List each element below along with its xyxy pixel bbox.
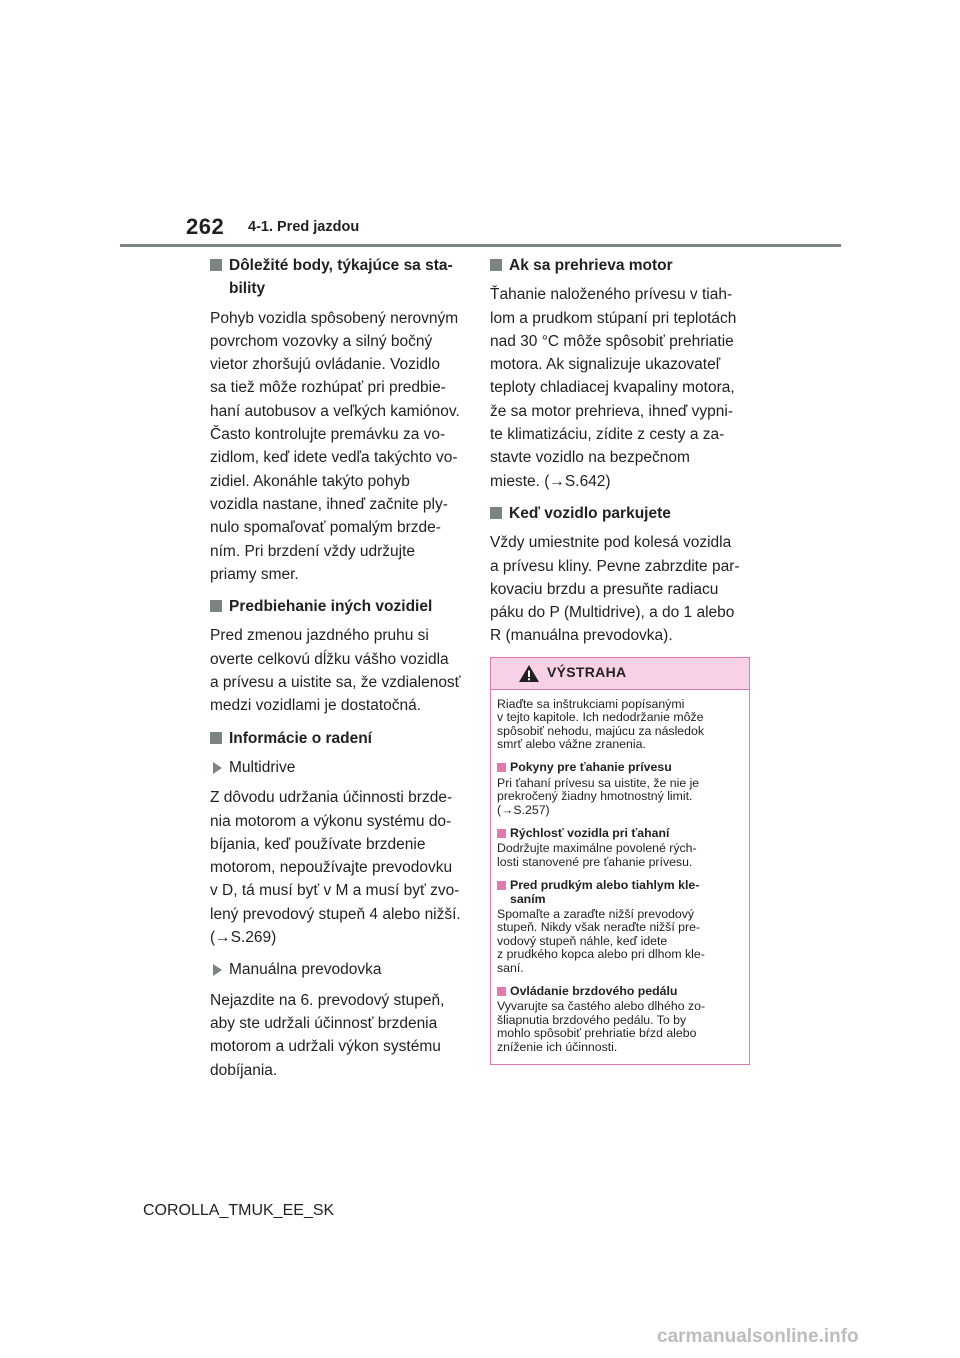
square-bullet-icon [210, 600, 222, 612]
pink-square-icon [497, 987, 506, 996]
overtaking-heading-label: Predbiehanie iných vozidiel [229, 598, 433, 616]
shifting-heading [210, 727, 468, 750]
multidrive-label: Multidrive [229, 758, 296, 776]
overtaking-text: Pred zmenou jazdného pruhu si overte celkovú dĺžku vášho vozidla a prívesu a uistite sa, že vzdialenosť medzi vozidlami je dostatočná. [210, 627, 461, 715]
square-bullet-icon [210, 259, 222, 271]
warning-box [490, 657, 750, 1065]
overheat-heading [490, 254, 755, 277]
shifting-heading-label: Informácie o radení [229, 729, 372, 747]
watermark: carmanualsonline.info [657, 1326, 859, 1347]
warning-triangle-icon [518, 664, 540, 683]
stability-text: Pohyb vozidla spôsobený nerovným povrchom vozovky a silný bočný vietor zhoršujú ovládanie. Vozidlo sa tiež môže rozhúpať pri predbie- haní autobusov a veľkých kamiónov. Často kontrolujte premávku za vo- zidlom, keď idete vedľa takýchto vo- zidiel. Akonáhle takýto pohyb vozidla nastane, ihneď začnite ply- nulo spomaľovať pomalým brzde- ním. Pri brzdení vždy udržujte priamy smer. [210, 309, 460, 583]
square-bullet-icon [490, 507, 502, 519]
square-bullet-icon [490, 259, 502, 271]
warning-item-text: Spomaľte a zaraďte nižší prevodový stupeň. Nikdy však neraďte nižší pre- vodový stupeň náhle, keď idete z prudkého kopca alebo pri dlhom kle- saní. [497, 907, 705, 975]
overheat-text: Ťahanie naloženého prívesu v tiah- lom a prudkom stúpaní pri teplotách nad 30 °C môže spôsobiť prehriatie motora. Ak signalizuje ukazovateľ teploty chladiacej kvapaliny motora, že sa motor prehrieva, ihneď vypni- te klimatizáciu, zídite z cesty a za- stavte vozidlo na bezpečnom mieste. (→S.642) [490, 286, 737, 490]
manual-text: Nejazdite na 6. prevodový stupeň, aby ste udržali účinnosť brzdenia motorom a udržali výkon systému dobíjania. [210, 991, 445, 1079]
warning-item-text: Pri ťahaní prívesu sa uistite, že nie je prekročený žiadny hmotnostný limit. (→S.257) [497, 775, 700, 817]
right-column [490, 254, 755, 1065]
footer-model: COROLLA_TMUK_EE_SK [143, 1202, 335, 1219]
page-number: 262 [186, 214, 225, 239]
section-title: 4-1. Pred jazdou [248, 219, 360, 235]
warning-item-heading-label: Rýchlosť vozidla pri ťahaní [510, 826, 670, 840]
warning-item-heading [497, 879, 743, 906]
stability-heading [210, 254, 468, 301]
stability-heading-line2: bility [229, 280, 266, 298]
warning-intro: Riaďte sa inštrukciami popísanými v tejto kapitole. Ich nedodržanie môže spôsobiť nehodu, majúcu za následok smrť alebo vážne zranenia. [497, 696, 704, 751]
warning-header [491, 658, 749, 690]
triangle-bullet-icon [213, 762, 222, 774]
manual-bullet [210, 958, 468, 981]
warning-body [491, 690, 749, 1064]
parking-heading [490, 502, 755, 525]
warning-item-text: Dodržujte maximálne povolené rých- losti stanovené pre ťahanie prívesu. [497, 841, 697, 869]
warning-item-heading-label: Ovládanie brzdového pedálu [510, 984, 678, 999]
stability-heading-line1: Dôležité body, týkajúce sa sta- [229, 257, 453, 274]
parking-text: Vždy umiestnite pod kolesá vozidla a prívesu kliny. Pevne zabrzdite par- kovaciu brzdu a presuňte radiacu páku do P (Multidrive), a do 1 alebo R (manuálna prevodovka). [490, 534, 740, 645]
header-rule [120, 244, 841, 247]
triangle-bullet-icon [213, 964, 222, 976]
warning-item-heading-label: Pred prudkým alebo tiahlym kle- saním [510, 878, 700, 906]
overheat-heading-label: Ak sa prehrieva motor [509, 257, 673, 274]
manual-label: Manuálna prevodovka [229, 961, 382, 979]
warning-item-heading [497, 761, 743, 774]
overtaking-heading [210, 595, 468, 618]
pink-square-icon [497, 829, 506, 838]
multidrive-text: Z dôvodu udržania účinnosti brzde- nia motorom a výkonu systému do- bíjania, keď používate brzdenie motorom, nepoužívajte prevodovku v D, tá musí byť v M a musí byť zvo- lený prevodový stupeň 4 alebo nižší. (→S.269) [210, 789, 461, 947]
square-bullet-icon [210, 732, 222, 744]
pink-square-icon [497, 881, 506, 890]
warning-item-text: Vyvarujte sa častého alebo dlhého zo- šliapnutia brzdového pedálu. To by mohlo spôsobiť prehriatie bŕzd alebo zníženie ich účinnosti. [497, 999, 706, 1054]
left-column [210, 254, 468, 1091]
warning-item-heading [497, 827, 743, 840]
warning-item-heading [497, 985, 743, 998]
multidrive-bullet [210, 756, 468, 779]
parking-heading-label: Keď vozidlo parkujete [509, 504, 671, 522]
warning-title: VÝSTRAHA [547, 663, 627, 680]
warning-item-heading-label: Pokyny pre ťahanie prívesu [510, 760, 672, 775]
pink-square-icon [497, 763, 506, 772]
